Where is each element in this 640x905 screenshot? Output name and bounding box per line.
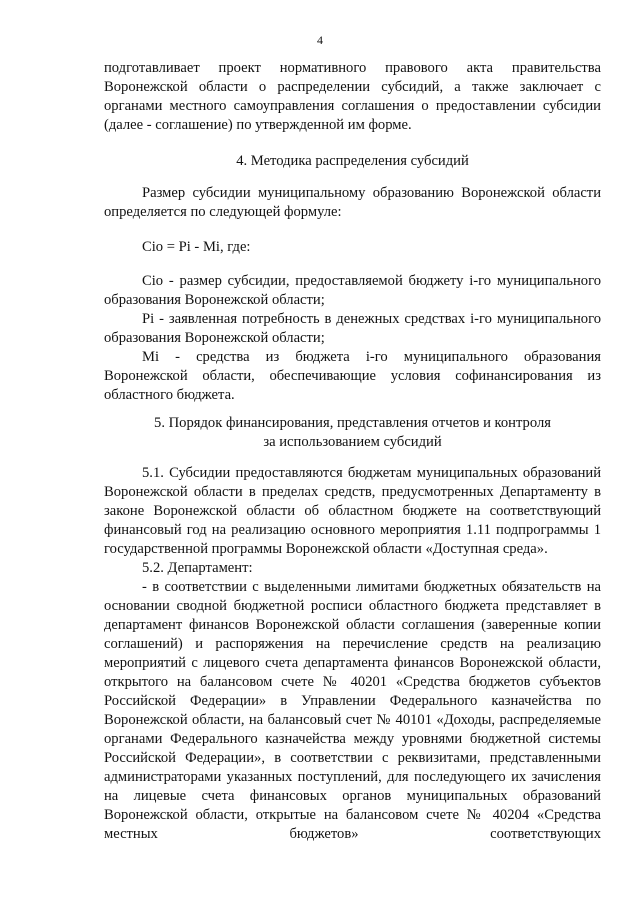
definition-cio: Cio - размер субсидии, предоставляемой бюджету i-го муниципального образования Воронежской области; bbox=[104, 273, 601, 308]
definitions-block bbox=[104, 272, 601, 405]
paragraph-5-2-item: - в соответствии с выделенными лимитами бюджетных обязательств на основании сводной бюджетной росписи областного бюджета представляет в департамент финансов Воронежской области соглашения (заверенные копии соглашений) и распоряжения на перечисление средств на реализацию мероприятий с лицевого счета департамента финансов Воронежской области, открытого на балансовом счете № 40201 «Средства бюджетов субъектов Российской Федерации» в Управлении Федерального казначейства по Воронежской области, на балансовый счет № 40101 «Доходы, распределяемые органами Федерального казначейства между уровнями бюджетной системы Российской Федерации», в соответствии с реквизитами, представленными администраторами указанных поступлений, для последующего их зачисления на лицевые счета финансовых органов муниципальных образований Воронежской области, открытые на балансовом счете № 40204 «Средства местных бюджетов» соответствующих bbox=[104, 579, 601, 842]
paragraph-5-2: 5.2. Департамент: bbox=[142, 560, 253, 576]
paragraph-5-1: 5.1. Субсидии предоставляются бюджетам муниципальных образований Воронежской области в пределах средств, предусмотренных Департаменту в законе Воронежской области об областном бюджете на соответствующий финансовый год на реализацию основного мероприятия 1.11 подпрограммы 1 государственной программы Воронежской области «Доступная среда». bbox=[104, 465, 601, 557]
section-5-heading-line-2: за использованием субсидий bbox=[263, 434, 442, 450]
intro-paragraph-block bbox=[104, 59, 601, 135]
section-5-body-block bbox=[104, 464, 601, 844]
formula-block bbox=[104, 238, 601, 257]
intro-paragraph: подготавливает проект нормативного правового акта правительства Воронежской области о распределении субсидий, а также заключает с органами местного самоуправления соглашения о предоставлении субсидии (далее - соглашение) по утвержденной им форме. bbox=[104, 60, 601, 133]
section-4-paragraph-1: Размер субсидии муниципальному образованию Воронежской области определяется по следующей формуле: bbox=[104, 185, 601, 220]
section-4-heading: 4. Методика распределения субсидий bbox=[236, 153, 469, 169]
definition-pi: Pi - заявленная потребность в денежных средствах i-го муниципального образования Воронежской области; bbox=[104, 311, 601, 346]
section-5-heading-block bbox=[104, 414, 601, 452]
definition-mi: Mi - средства из бюджета i-го муниципального образования Воронежской области, обеспечивающие условия софинансирования из областного бюджета. bbox=[104, 349, 601, 403]
subsidy-formula: Cio = Pi - Mi, где: bbox=[142, 239, 251, 255]
section-4-heading-block bbox=[104, 152, 601, 171]
section-4-para1-block bbox=[104, 184, 601, 222]
page-number: 4 bbox=[317, 33, 323, 47]
section-5-heading-line-1: 5. Порядок финансирования, представления отчетов и контроля bbox=[154, 415, 551, 431]
